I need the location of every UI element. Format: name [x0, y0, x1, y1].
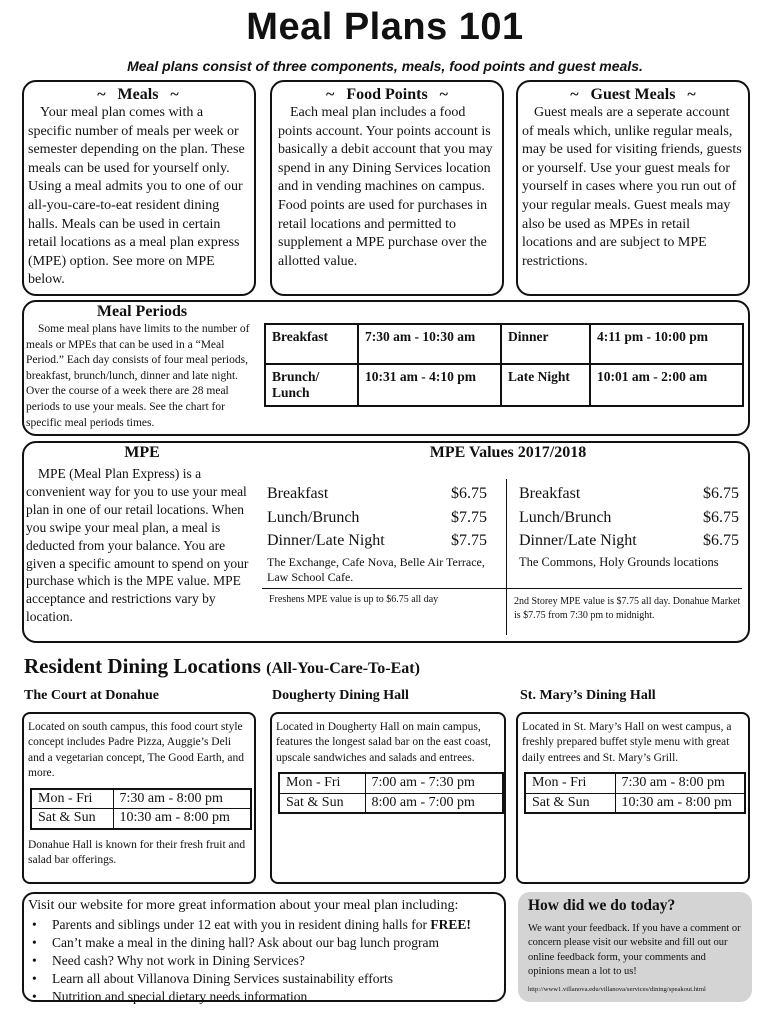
period-name: Brunch/ Lunch	[265, 364, 358, 406]
food-points-heading: ~ Food Points ~	[326, 86, 448, 103]
meals-text: Your meal plan comes with a specific number of meals per week or semester depending on the plan. These meals can be used for yourself only. Using a meal admits you to one of our all-you-care-to-eat resident dining halls. Meals can be used in certain retail locations as a meal plan express (MPE) option. See more on MPE below.	[28, 105, 245, 288]
meal-periods-heading: Meal Periods	[96, 303, 188, 320]
mpe-value: $6.75	[703, 508, 739, 526]
table-row	[279, 793, 503, 813]
bullet-text: Parents and siblings under 12 eat with you in resident dining halls for	[52, 916, 427, 932]
food-points-text: Each meal plan includes a food points account. Your points account is basically a debit account that you may spend in any Dining Services location and in vending machines on campus. Food points are used for purchases in retail locations and permitted to supplement a MPE purchase over the allotted value.	[278, 105, 493, 269]
mpe-value: $6.75	[703, 485, 739, 502]
hall-name: Dougherty Dining Hall	[272, 688, 409, 703]
mpe-label: Dinner/Late Night	[519, 532, 637, 549]
mpe-value: $6.75	[451, 485, 487, 502]
list-item: • Need cash? Why not work in Dining Services?	[28, 952, 500, 970]
meals-box	[22, 80, 256, 296]
hall-hours-table	[278, 772, 504, 814]
hall-hours-table	[524, 772, 746, 814]
hours-days: Mon - Fri	[525, 773, 615, 793]
hours-days: Mon - Fri	[31, 789, 113, 809]
food-points-box	[270, 80, 504, 296]
feedback-url[interactable]: http://www1.villanova.edu/villanova/services/dining/speakout.html	[528, 985, 706, 993]
period-time: 10:01 am - 2:00 am	[590, 364, 743, 406]
mpe-right-values	[519, 482, 739, 570]
period-name: Late Night	[501, 364, 590, 406]
hall-name: The Court at Donahue	[24, 688, 159, 703]
mpe-value: $7.75	[451, 532, 487, 549]
guest-meals-heading: ~ Guest Meals ~	[570, 86, 696, 103]
mpe-text: MPE (Meal Plan Express) is a convenient way for you to use your meal plan in one of our retail locations. When you swipe your meal plan, a meal is deducted from your balance. You are given a specific amount to spend on your purchase which is the MPE value. MPE acceptance and restrictions vary by location.	[26, 466, 249, 625]
hall-description: Located in St. Mary’s Hall on west campus, a freshly prepared buffet style menu with great daily entrees and St. Mary’s Grill.	[522, 721, 732, 764]
mpe-row	[519, 529, 739, 553]
page-title: Meal Plans 101	[246, 6, 524, 48]
mpe-label: Breakfast	[267, 485, 329, 502]
meals-heading: ~ Meals ~	[97, 86, 179, 103]
meal-periods-text: Some meal plans have limits to the number of meals or MPEs that can be used in a “Meal Period.” Each day consists of four meal periods, breakfast, brunch/lunch, dinner and late night. Over the course of a week there are 28 meal periods to use your meals. See the chart for specific meal periods times.	[26, 323, 250, 429]
hall-note: Donahue Hall is known for their fresh fruit and salad bar offerings.	[28, 838, 246, 867]
mpe-label: Breakfast	[519, 485, 581, 502]
free-badge: FREE!	[430, 916, 471, 932]
table-row	[265, 324, 743, 364]
list-item: • Learn all about Villanova Dining Services sustainability efforts	[28, 970, 500, 988]
hours-time: 8:00 am - 7:00 pm	[365, 793, 503, 813]
hall-hours-table	[30, 788, 252, 830]
hours-time: 7:00 am - 7:30 pm	[365, 773, 503, 793]
hours-days: Sat & Sun	[31, 809, 113, 829]
table-row	[31, 789, 251, 809]
website-bullets	[28, 916, 500, 1007]
hours-days: Mon - Fri	[279, 773, 365, 793]
mpe-value: $6.75	[703, 532, 739, 549]
hall-description: Located in Dougherty Hall on main campus, features the longest salad bar on the east coast, upscale sandwiches and salads and entrees.	[276, 721, 491, 764]
hall-box-donahue	[22, 712, 256, 884]
mpe-heading: MPE	[124, 444, 160, 461]
mpe-label: Dinner/Late Night	[267, 532, 385, 549]
guest-meals-box	[516, 80, 750, 296]
table-row	[279, 773, 503, 793]
website-intro: Visit our website for more great information about your meal plan including:	[28, 898, 459, 913]
mpe-value: $7.75	[451, 508, 487, 526]
table-row	[31, 809, 251, 829]
hours-time: 7:30 am - 8:00 pm	[113, 789, 251, 809]
mpe-values-heading: MPE Values 2017/2018	[429, 444, 587, 461]
hours-days: Sat & Sun	[279, 793, 365, 813]
website-info-box	[22, 892, 506, 1005]
mpe-locations: The Exchange, Cafe Nova, Belle Air Terrace, Law School Cafe.	[267, 554, 485, 584]
hours-time: 10:30 am - 8:00 pm	[113, 809, 251, 829]
meal-periods-box	[22, 300, 750, 436]
mpe-row	[519, 506, 739, 530]
mpe-right-note: 2nd Storey MPE value is $7.75 all day. Donahue Market is $7.75 from 7:30 pm to midnight.	[514, 596, 741, 621]
hall-description: Located on south campus, this food court style concept includes Padre Pizza, Auggie’s Deli and a vegetarian concept, The Good Earth, and more.	[28, 721, 244, 780]
mpe-row	[267, 482, 487, 506]
period-time: 7:30 am - 10:30 am	[358, 324, 501, 364]
period-time: 10:31 am - 4:10 pm	[358, 364, 501, 406]
hall-box-st-marys	[516, 712, 750, 884]
hours-time: 10:30 am - 8:00 pm	[615, 793, 745, 813]
hall-name: St. Mary’s Dining Hall	[520, 688, 656, 703]
mpe-box	[22, 441, 750, 643]
hours-time: 7:30 am - 8:00 pm	[615, 773, 745, 793]
mpe-left-values	[267, 482, 487, 586]
period-name: Breakfast	[265, 324, 358, 364]
mpe-note-divider	[262, 588, 742, 589]
feedback-heading: How did we do today?	[528, 897, 676, 914]
table-row	[525, 793, 745, 813]
resident-dining-title: Resident Dining Locations	[24, 654, 261, 678]
hall-box-dougherty	[270, 712, 506, 884]
list-item: • Nutrition and special dietary needs information	[28, 988, 500, 1006]
resident-dining-suffix: (All-You-Care-To-Eat)	[266, 660, 420, 677]
hours-days: Sat & Sun	[525, 793, 615, 813]
table-row	[265, 364, 743, 406]
page-subtitle: Meal plans consist of three components, meals, food points and guest meals.	[127, 58, 643, 74]
feedback-box	[518, 892, 752, 1002]
mpe-locations: The Commons, Holy Grounds locations	[519, 554, 719, 569]
resident-dining-heading	[24, 654, 420, 679]
mpe-row	[267, 529, 487, 553]
mpe-row	[519, 482, 739, 506]
list-item: • Can’t make a meal in the dining hall? Ask about our bag lunch program	[28, 934, 500, 952]
guest-meals-text: Guest meals are a seperate account of meals which, unlike regular meals, may be used for visiting friends, guests or yourself. Use your guest meals for yourself in cases where you run out of your regular meals. Guest meals may also be used as MPEs in retail locations and are subject to MPE restrictions.	[522, 105, 742, 269]
mpe-label: Lunch/Brunch	[519, 508, 612, 526]
mpe-divider	[506, 479, 507, 635]
list-item	[28, 916, 500, 934]
period-name: Dinner	[501, 324, 590, 364]
mpe-row	[267, 506, 487, 530]
period-time: 4:11 pm - 10:00 pm	[590, 324, 743, 364]
meal-periods-table	[264, 323, 744, 407]
table-row	[525, 773, 745, 793]
mpe-label: Lunch/Brunch	[267, 508, 360, 526]
mpe-left-note: Freshens MPE value is up to $6.75 all day	[269, 594, 439, 605]
feedback-text: We want your feedback. If you have a comment or concern please visit our website and fill out our online feedback form, your comments and opinions mean a lot to us!	[528, 923, 741, 978]
